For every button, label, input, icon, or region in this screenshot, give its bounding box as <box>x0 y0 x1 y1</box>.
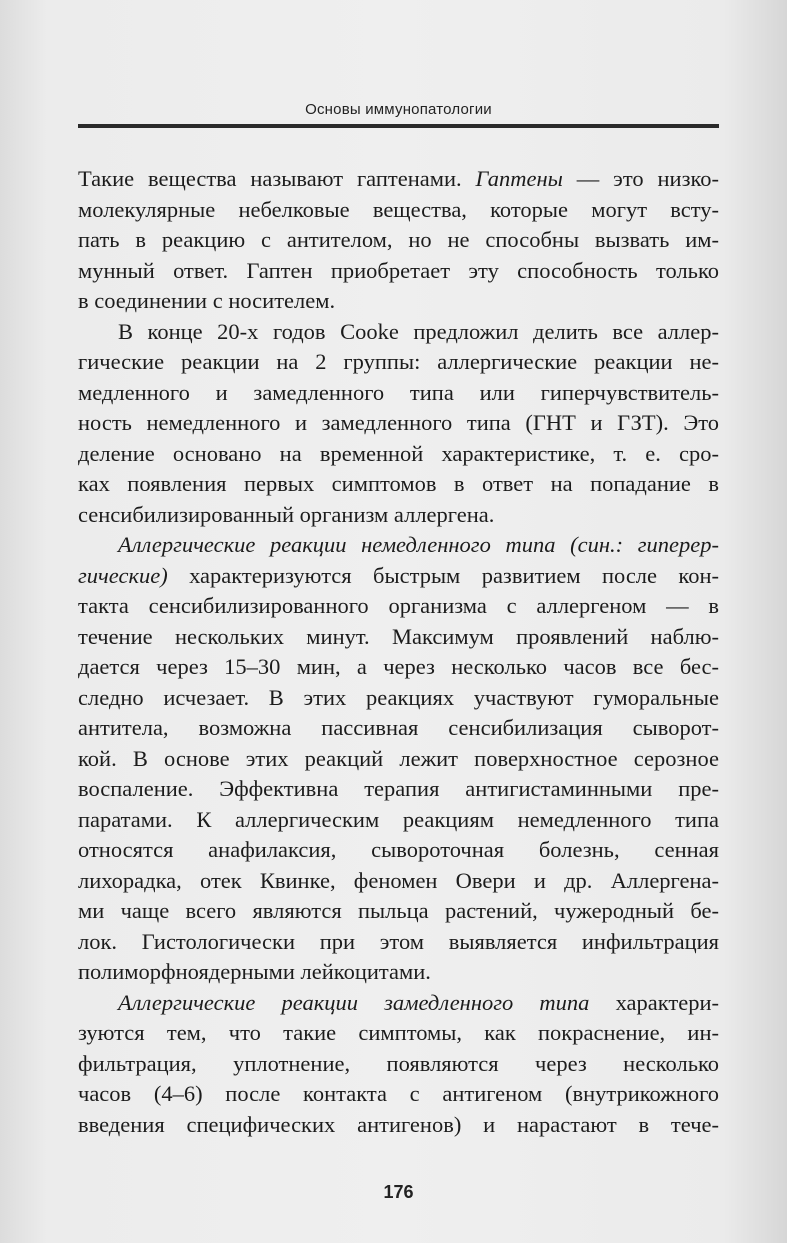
text-line <box>78 652 719 683</box>
text-line <box>78 1079 719 1110</box>
text-run: пать в реакцию с антителом, но не способны вызвать им- <box>78 227 719 252</box>
italic-term: Гаптены <box>475 166 563 191</box>
text-line <box>78 469 719 500</box>
italic-term: Аллергические реакции немедленного типа (син.: гиперер- <box>118 532 719 557</box>
text-run: гические реакции на 2 группы: аллергические реакции не- <box>78 349 719 374</box>
text-run: — это низко- <box>562 166 720 191</box>
text-run: В конце 20-х годов Cooke предложил делить все аллер- <box>118 318 719 344</box>
text-line <box>78 164 719 195</box>
text-run: ность немедленного и замедленного типа (ГНТ и ГЗТ). Это <box>78 410 719 435</box>
text-run: в соединении с носителем. <box>78 288 336 313</box>
text-run: медленного и замедленного типа или гиперчувствитель- <box>78 379 719 405</box>
text-run: Такие вещества называют гаптенами. <box>78 166 476 191</box>
text-run: полиморфноядерными лейкоцитами. <box>78 959 431 984</box>
text-line <box>78 1110 719 1141</box>
text-line <box>78 683 719 714</box>
header-rule <box>78 124 719 128</box>
text-run: характери- <box>589 989 720 1015</box>
italic-term: гические) <box>78 562 168 588</box>
text-run: молекулярные небелковые вещества, которые могут всту- <box>78 196 719 222</box>
text-line <box>78 347 719 378</box>
text-line <box>78 988 719 1019</box>
text-line <box>78 256 719 287</box>
text-run: ках появления первых симптомов в ответ на попадание в <box>78 471 719 496</box>
text-run: фильтрация, уплотнение, появляются через несколько <box>78 1050 719 1076</box>
text-line <box>78 408 719 439</box>
text-run: течение нескольких минут. Максимум проявлений наблю- <box>78 623 719 649</box>
text-run: лок. Гистологически при этом выявляется инфильтрация <box>78 928 719 954</box>
text-line <box>78 774 719 805</box>
text-line <box>78 225 719 256</box>
text-line <box>78 286 719 317</box>
text-run: дается через 15–30 мин, а через несколько часов все бес- <box>78 654 719 679</box>
text-line <box>78 1049 719 1080</box>
text-line <box>78 1018 719 1049</box>
text-line <box>78 927 719 958</box>
text-run: антитела, возможна пассивная сенсибилизация сыворот- <box>78 715 719 740</box>
text-run: сенсибилизированный организм аллергена. <box>78 501 495 527</box>
text-line <box>78 317 719 348</box>
text-line <box>78 500 719 531</box>
page-number: 176 <box>383 1182 414 1202</box>
text-run: часов (4–6) после контакта с антигеном (внутрикожного <box>78 1081 719 1106</box>
text-run: воспаление. Эффективна терапия антигистаминными пре- <box>78 776 719 801</box>
text-run: лихорадка, отек Квинке, феномен Овери и др. Аллергена- <box>78 867 719 893</box>
text-run: зуются тем, что такие симптомы, как покраснение, ин- <box>78 1020 719 1045</box>
text-line <box>78 744 719 775</box>
text-run: введения специфических антигенов) и нарастают в тече- <box>78 1111 719 1137</box>
text-line <box>78 591 719 622</box>
running-head: Основы иммунопатологии <box>305 101 492 118</box>
text-line <box>78 835 719 866</box>
text-line <box>78 805 719 836</box>
text-line <box>78 713 719 744</box>
body-text <box>78 164 719 1140</box>
text-run: деление основано на временной характеристике, т. е. сро- <box>78 440 719 466</box>
text-run: следно исчезает. В этих реакциях участвуют гуморальные <box>78 684 719 710</box>
text-run: кой. В основе этих реакций лежит поверхностное серозное <box>78 745 719 771</box>
text-line <box>78 561 719 592</box>
text-run: относятся анафилаксия, сывороточная болезнь, сенная <box>78 837 719 862</box>
text-run: такта сенсибилизированного организма с аллергеном — в <box>78 593 719 618</box>
text-line <box>78 195 719 226</box>
text-line <box>78 957 719 988</box>
text-line <box>78 439 719 470</box>
text-run: паратами. К аллергическим реакциям немедленного типа <box>78 806 719 832</box>
text-line <box>78 896 719 927</box>
text-line <box>78 378 719 409</box>
text-run: мунный ответ. Гаптен приобретает эту способность только <box>78 257 719 283</box>
text-run: ми чаще всего являются пыльца растений, чужеродный бе- <box>78 898 719 923</box>
text-line <box>78 530 719 561</box>
text-line <box>78 622 719 653</box>
text-line <box>78 866 719 897</box>
italic-term: Аллергические реакции замедленного типа <box>118 989 590 1015</box>
text-run: характеризуются быстрым развитием после кон- <box>167 562 719 588</box>
